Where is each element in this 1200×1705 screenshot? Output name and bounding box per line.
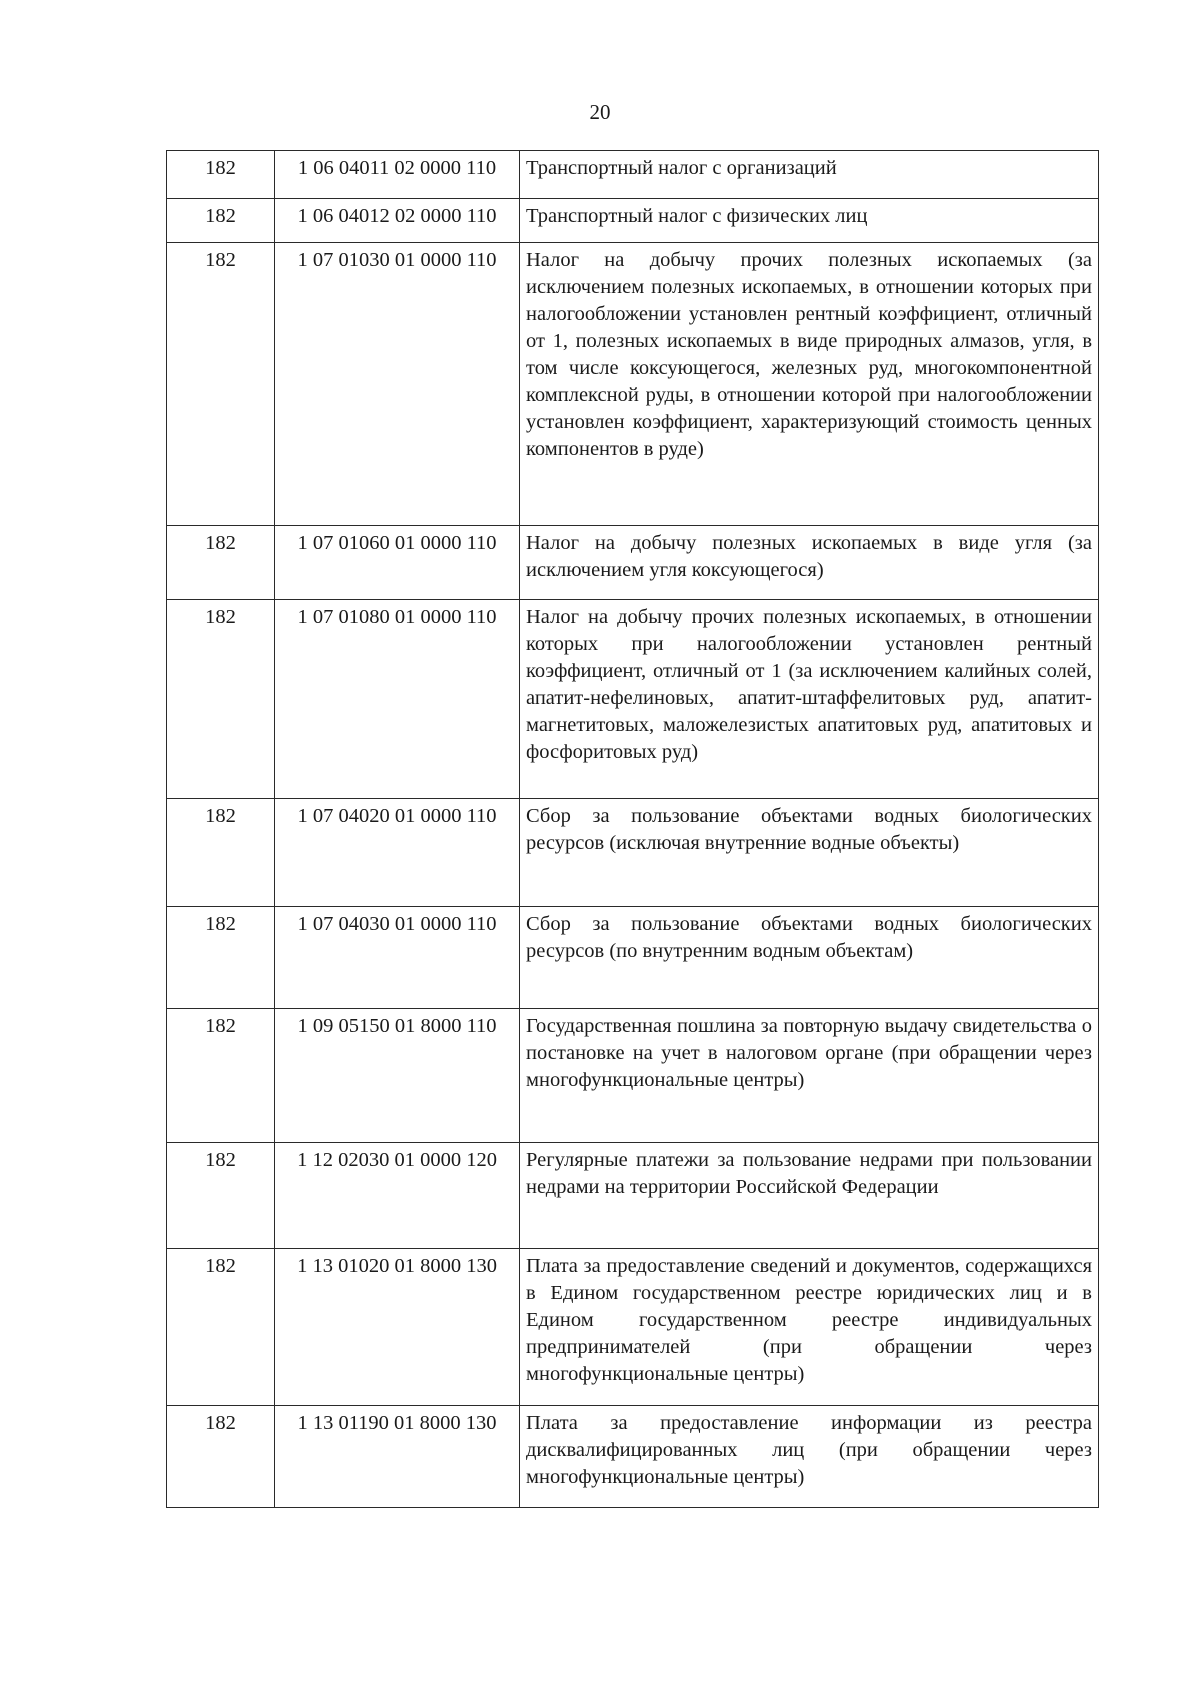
admin-code-cell: 182 <box>167 1249 275 1406</box>
table-row <box>167 199 1099 243</box>
admin-code-cell: 182 <box>167 907 275 1009</box>
admin-code-cell: 182 <box>167 1143 275 1249</box>
revenue-name-cell: Сбор за пользование объектами водных биологических ресурсов (исключая внутренние водные объекты) <box>520 799 1099 907</box>
revenue-name-cell: Налог на добычу прочих полезных ископаемых, в отношении которых при налогообложении установлен рентный коэффициент, отличный от 1 (за исключением калийных солей, апатит-нефелиновых, апатит-штаффелитовых руд, апатит-магнетитовых, маложелезистых апатитовых руд, апатитовых и фосфоритовых руд) <box>520 600 1099 799</box>
admin-code-cell: 182 <box>167 199 275 243</box>
admin-code-cell: 182 <box>167 243 275 526</box>
admin-code-cell: 182 <box>167 151 275 199</box>
revenue-codes-table <box>166 150 1099 1508</box>
revenue-name-cell: Плата за предоставление сведений и документов, содержащихся в Едином государственном реестре юридических лиц и в Едином государственном реестре индивидуальных предпринимателей (при обращении через многофункциональные центры) <box>520 1249 1099 1406</box>
revenue-name-cell: Сбор за пользование объектами водных биологических ресурсов (по внутренним водным объектам) <box>520 907 1099 1009</box>
admin-code-cell: 182 <box>167 799 275 907</box>
table-row <box>167 1143 1099 1249</box>
admin-code-cell: 182 <box>167 1009 275 1143</box>
budget-code-cell: 1 13 01020 01 8000 130 <box>275 1249 520 1406</box>
table-row <box>167 907 1099 1009</box>
table-row <box>167 799 1099 907</box>
budget-code-cell: 1 12 02030 01 0000 120 <box>275 1143 520 1249</box>
table-row <box>167 1009 1099 1143</box>
budget-code-cell: 1 07 01060 01 0000 110 <box>275 526 520 600</box>
revenue-name-cell: Транспортный налог с организаций <box>520 151 1099 199</box>
table-row <box>167 1406 1099 1508</box>
table-row <box>167 151 1099 199</box>
budget-code-cell: 1 13 01190 01 8000 130 <box>275 1406 520 1508</box>
revenue-name-cell: Плата за предоставление информации из реестра дисквалифицированных лиц (при обращении через многофункциональные центры) <box>520 1406 1099 1508</box>
budget-code-cell: 1 07 04030 01 0000 110 <box>275 907 520 1009</box>
revenue-name-cell: Регулярные платежи за пользование недрами при пользовании недрами на территории Российской Федерации <box>520 1143 1099 1249</box>
admin-code-cell: 182 <box>167 600 275 799</box>
table-row <box>167 600 1099 799</box>
budget-code-cell: 1 06 04012 02 0000 110 <box>275 199 520 243</box>
table-row <box>167 243 1099 526</box>
budget-code-cell: 1 09 05150 01 8000 110 <box>275 1009 520 1143</box>
admin-code-cell: 182 <box>167 1406 275 1508</box>
table-row <box>167 1249 1099 1406</box>
revenue-name-cell: Налог на добычу прочих полезных ископаемых (за исключением полезных ископаемых, в отношении которых при налогообложении установлен рентный коэффициент, отличный от 1, полезных ископаемых в виде природных алмазов, угля, в том числе коксующегося, железных руд, многокомпонентной комплексной руды, в отношении которой при налогообложении установлен коэффициент, характеризующий стоимость ценных компонентов в руде) <box>520 243 1099 526</box>
revenue-name-cell: Государственная пошлина за повторную выдачу свидетельства о постановке на учет в налоговом органе (при обращении через многофункциональные центры) <box>520 1009 1099 1143</box>
budget-code-cell: 1 06 04011 02 0000 110 <box>275 151 520 199</box>
budget-code-cell: 1 07 01030 01 0000 110 <box>275 243 520 526</box>
budget-code-cell: 1 07 04020 01 0000 110 <box>275 799 520 907</box>
table-row <box>167 526 1099 600</box>
revenue-name-cell: Налог на добычу полезных ископаемых в виде угля (за исключением угля коксующегося) <box>520 526 1099 600</box>
budget-code-cell: 1 07 01080 01 0000 110 <box>275 600 520 799</box>
page-number: 20 <box>589 100 611 124</box>
admin-code-cell: 182 <box>167 526 275 600</box>
revenue-name-cell: Транспортный налог с физических лиц <box>520 199 1099 243</box>
